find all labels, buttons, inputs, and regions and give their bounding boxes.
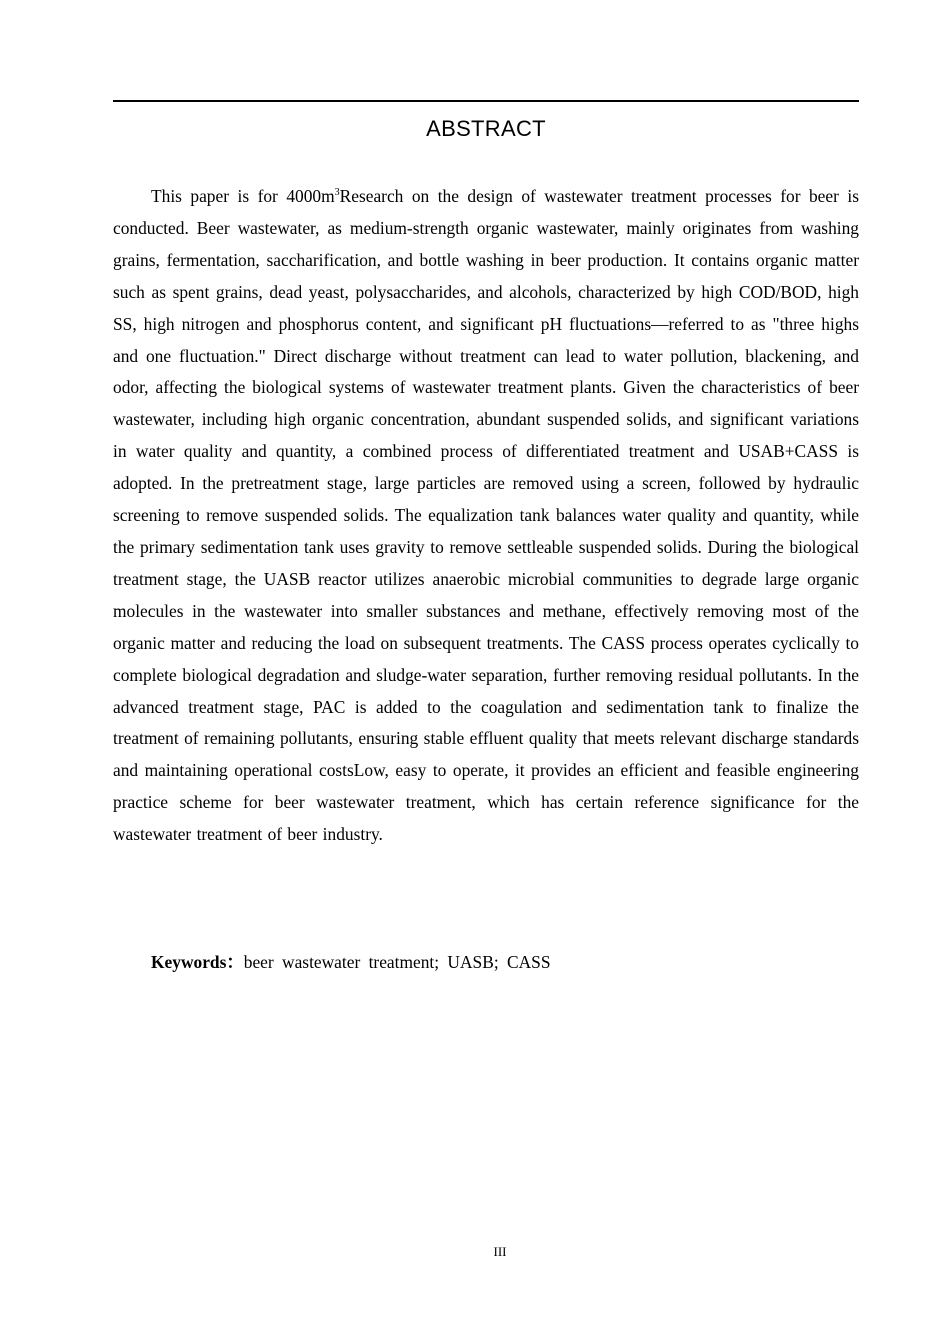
- keywords-label: Keywords：: [151, 952, 244, 972]
- keywords-line: [113, 947, 859, 979]
- page-number: III: [493, 1244, 507, 1259]
- header-rule: [113, 100, 859, 102]
- abstract-superscript: 3: [334, 187, 340, 198]
- abstract-paragraph: [113, 181, 859, 851]
- abstract-title: ABSTRACT: [426, 116, 546, 141]
- abstract-lead: This paper is for 4000m: [151, 186, 335, 206]
- abstract-text: Research on the design of wastewater treatment processes for beer is conducted. Beer wastewater, as medium-strength organic wastewater, mainly originates from washing grains, fermentation, saccharification, and bottle washing in beer production. It contains organic matter such as spent grains, dead yeast, polysaccharides, and alcohols, characterized by high COD/BOD, high SS, high nitrogen and phosphorus content, and significant pH fluctuations—referred to as "three highs and one fluctuation." Direct discharge without treatment can lead to water pollution, blackening, and odor, affecting the biological systems of wastewater treatment plants. Given the characteristics of beer wastewater, including high organic concentration, abundant suspended solids, and significant variations in water quality and quantity, a combined process of differentiated treatment and USAB+CASS is adopted. In the pretreatment stage, large particles are removed using a screen, followed by hydraulic screening to remove suspended solids. The equalization tank balances water quality and quantity, while the primary sedimentation tank uses gravity to remove settleable suspended solids. During the biological treatment stage, the UASB reactor utilizes anaerobic microbial communities to degrade large organic molecules in the wastewater into smaller substances and methane, effectively removing most of the organic matter and reducing the load on subsequent treatments. The CASS process operates cyclically to complete biological degradation and sludge-water separation, further removing residual pollutants. In the advanced treatment stage, PAC is added to the coagulation and sedimentation tank to finalize the treatment of remaining pollutants, ensuring stable effluent quality that meets relevant discharge standards and maintaining operational costsLow, easy to operate, it provides an efficient and feasible engineering practice scheme for beer wastewater treatment, which has certain reference significance for the wastewater treatment of beer industry.: [113, 186, 859, 845]
- keywords-value: beer wastewater treatment; UASB; CASS: [243, 952, 551, 972]
